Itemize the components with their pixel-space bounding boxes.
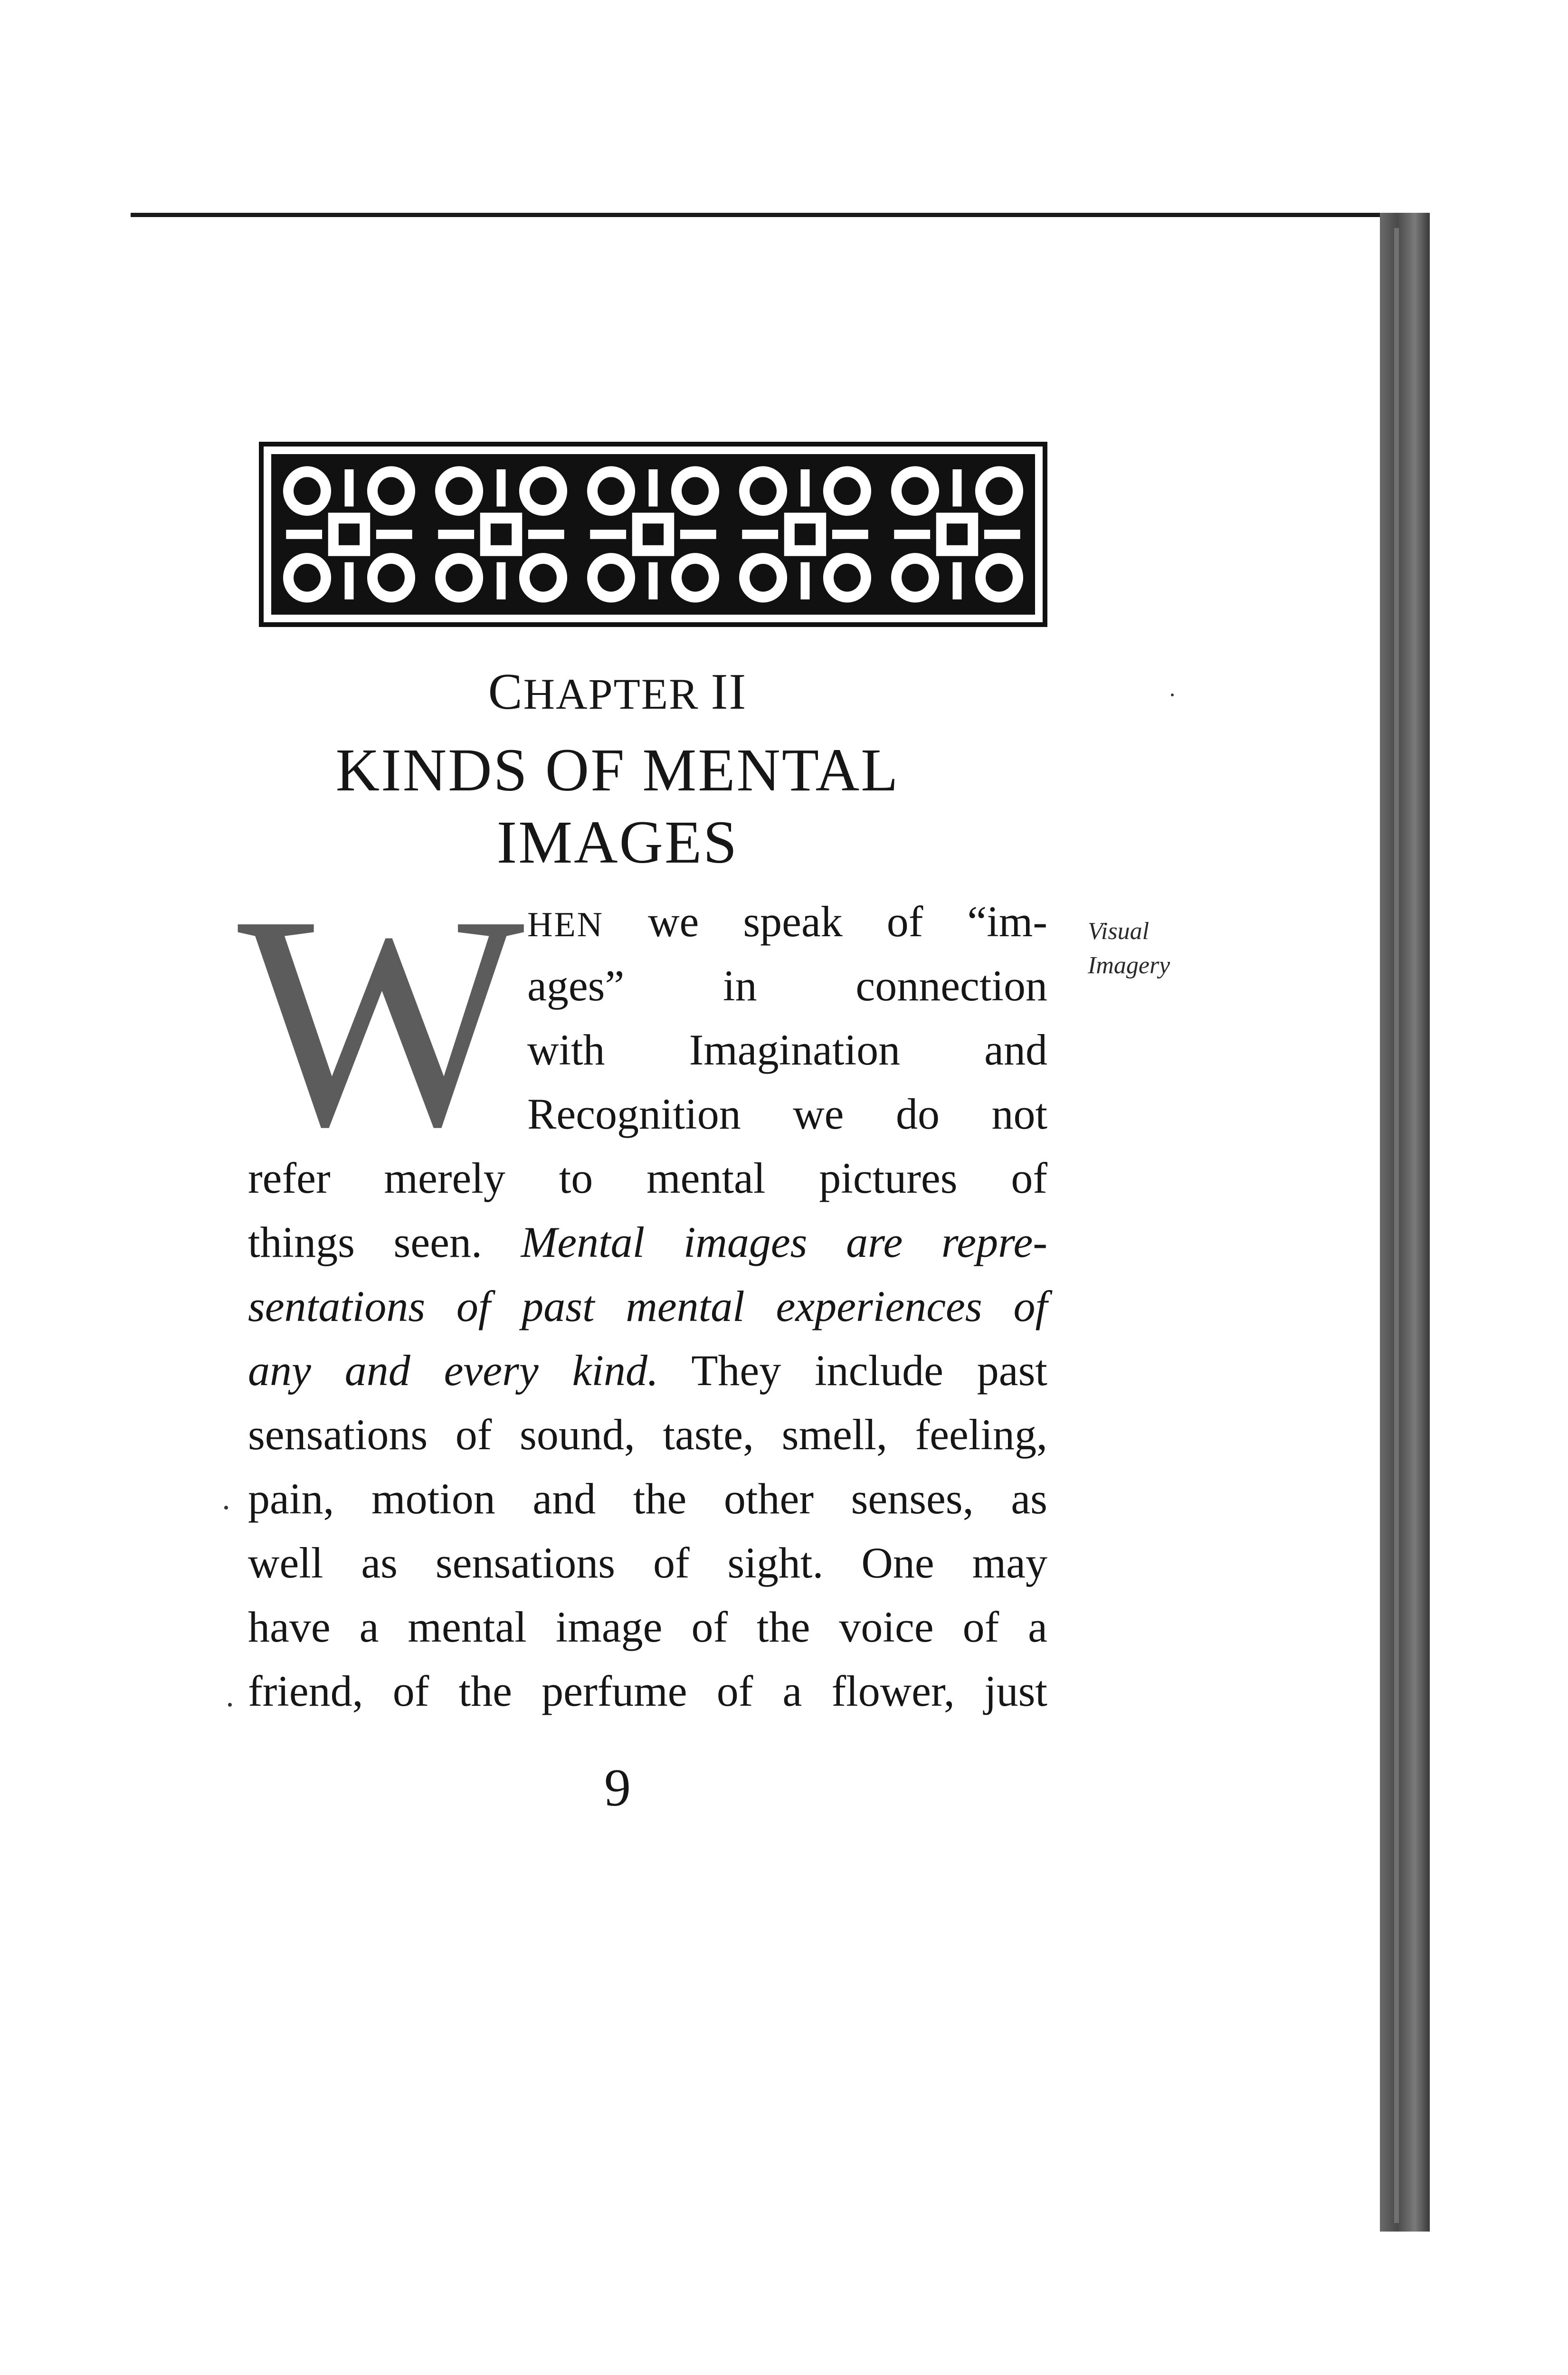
body-line-1-rest: we speak of “im- (648, 897, 1047, 946)
margin-note-line-1: Visual (1088, 918, 1150, 945)
body-line-10: pain, motion and the other senses, as (248, 1474, 1047, 1523)
ornament-tile-pattern-icon (578, 457, 728, 612)
page-top-rule (131, 213, 1430, 217)
body-line-9: sensations of sound, taste, smell, feeling, (248, 1410, 1047, 1459)
scan-speck (1171, 694, 1174, 696)
ornament-tile (882, 457, 1032, 612)
body-line-11: well as sensations of sight. One may (248, 1539, 1047, 1587)
chapter-ornament-band (259, 442, 1047, 627)
scan-speck (228, 1703, 232, 1707)
ornament-tile-pattern-icon (274, 457, 424, 612)
body-line-1-smallcaps: HEN (527, 905, 604, 944)
scan-speck (224, 1506, 228, 1510)
body-line-13: friend, of the perfume of a flower, just (248, 1667, 1047, 1715)
body-line-8-italic: any and every kind. (248, 1346, 658, 1395)
margin-note (1088, 914, 1170, 983)
body-line-6-plain: things seen. (248, 1218, 483, 1266)
page-number: 9 (604, 1758, 631, 1817)
chapter-label-initial: C (488, 664, 523, 720)
body-line-5: refer merely to mental pictures of (248, 1154, 1047, 1202)
ornament-tile (426, 457, 578, 612)
body-line-8-plain: They include past (691, 1346, 1047, 1395)
body-line-7-italic: sentations of past mental experiences of (248, 1282, 1047, 1330)
body-line-1 (527, 895, 1047, 951)
ornament-tile-pattern-icon (730, 457, 880, 612)
ornament-tile (274, 457, 426, 612)
page-edge-stripe (1394, 228, 1399, 2223)
drop-cap: W (238, 853, 525, 1189)
body-line-7 (248, 1280, 1047, 1332)
ornament-tile-pattern-icon (426, 457, 576, 612)
body-line-6-italic: Mental images are repre- (521, 1218, 1047, 1266)
chapter-label (0, 663, 1235, 722)
body-line-12: have a mental image of the voice of a (248, 1603, 1047, 1651)
body-line-8 (248, 1344, 1047, 1396)
ornament-inner-frame (271, 454, 1035, 615)
chapter-title-line-1: KINDS OF MENTAL (335, 736, 900, 804)
chapter-title-line-2: IMAGES (496, 808, 739, 876)
chapter-number: II (711, 664, 747, 720)
body-line-4: Recognition we do not (527, 1090, 1047, 1138)
chapter-label-rest: HAPTER (523, 670, 699, 718)
margin-note-line-2: Imagery (1088, 952, 1170, 979)
page-edge-shadow (1380, 213, 1430, 2232)
body-line-3: with Imagination and (527, 1026, 1047, 1074)
ornament-tile (730, 457, 882, 612)
ornament-tile (578, 457, 730, 612)
body-line-2: ages” in connection (527, 961, 1047, 1010)
ornament-tile-pattern-icon (882, 457, 1032, 612)
body-line-6 (248, 1216, 1047, 1268)
